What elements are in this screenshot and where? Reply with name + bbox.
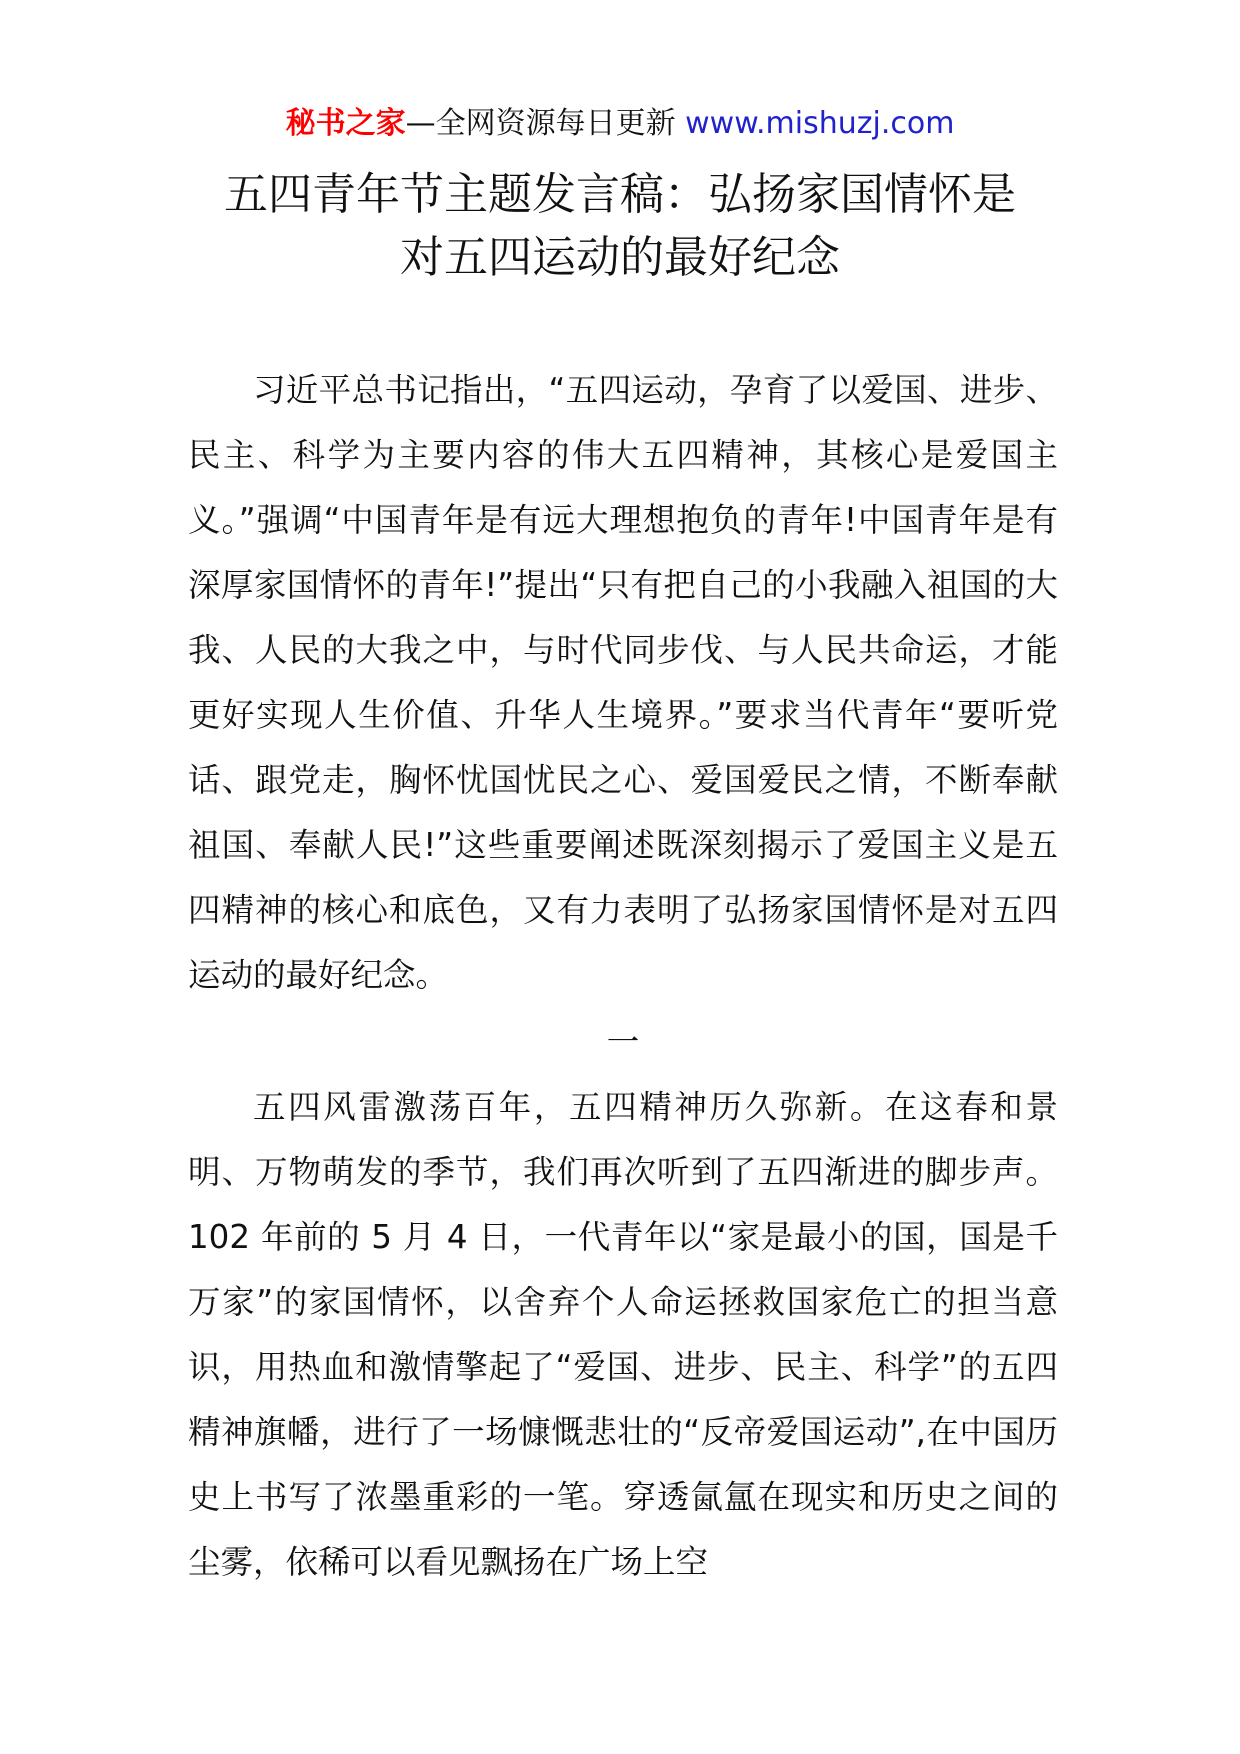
title-line-1: 五四青年节主题发言稿：弘扬家国情怀是 [224,169,1016,220]
site-header [0,100,1240,148]
title-line-2: 对五四运动的最好纪念 [400,232,840,283]
document-body [188,358,1058,1595]
document-title [160,163,1080,289]
site-tagline: 全网资源每日更新 [435,106,686,141]
section-marker: 一 [606,1023,640,1061]
site-url[interactable]: www.mishuzj.com [685,106,955,141]
paragraph-2: 五四风雷激荡百年，五四精神历久弥新。在这春和景明、万物萌发的季节，我们再次听到了五四渐进的脚步声。102 年前的 5 月 4 日，一代青年以“家是最小的国，国是千万家”的家国情怀，以舍弃个人命运拯救国家危亡的担当意识，用热血和激情擎起了“爱国、进步、民主、科学”的五四精神旗幡，进行了一场慷慨悲壮的“反帝爱国运动”,在中国历史上书写了浓墨重彩的一笔。穿透氤氲在现实和历史之间的尘雾，依稀可以看见飘扬在广场上空 [188,1088,1058,1581]
header-dash: — [405,106,436,141]
site-brand: 秘书之家 [285,106,406,141]
paragraph-1: 习近平总书记指出，“五四运动，孕育了以爱国、进步、民主、科学为主要内容的伟大五四精神，其核心是爱国主义。”强调“中国青年是有远大理想抱负的青年!中国青年是有深厚家国情怀的青年!”提出“只有把自己的小我融入祖国的大我、人民的大我之中，与时代同步伐、与人民共命运，才能更好实现人生价值、升华人生境界。”要求当代青年“要听党话、跟党走，胸怀忧国忧民之心、爱国爱民之情，不断奉献祖国、奉献人民!”这些重要阐述既深刻揭示了爱国主义是五四精神的核心和底色，又有力表明了弘扬家国情怀是对五四运动的最好纪念。 [188,371,1058,994]
